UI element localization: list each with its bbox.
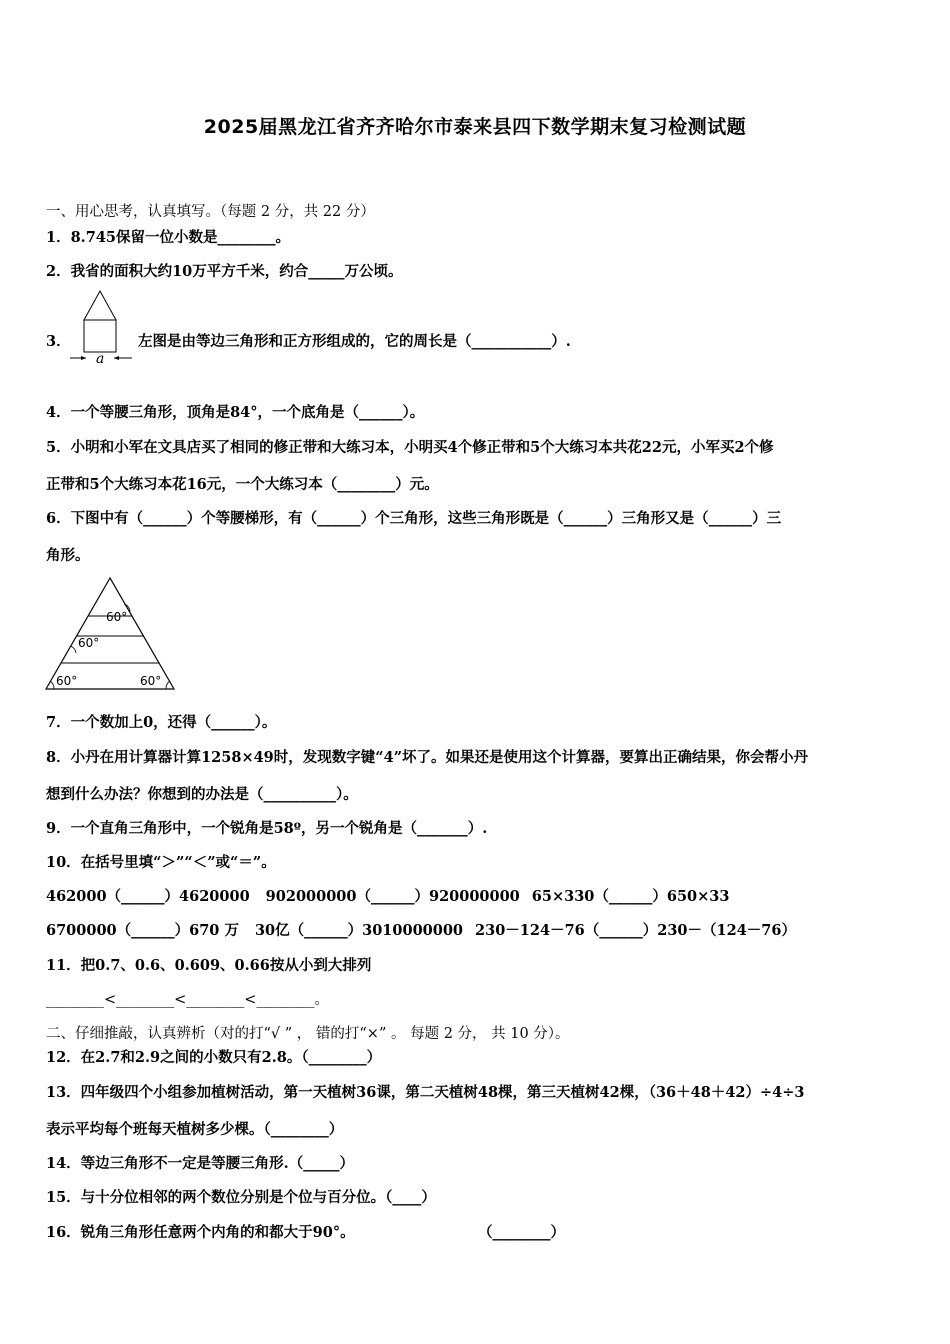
side-label-a: a xyxy=(96,351,105,367)
question-11: 11．把0.7、0.6、0.609、0.66按从小到大排列 xyxy=(46,957,372,974)
section-1-heading: 一、用心思考，认真填写。（每题 2 分，共 22 分） xyxy=(46,204,375,220)
triangle-square-figure xyxy=(66,288,138,368)
question-15: 15．与十分位相邻的两个数位分别是个位与百分位。（____） xyxy=(46,1189,436,1206)
question-12: 12．在2.7和2.9之间的小数只有2.8。（________） xyxy=(46,1049,382,1066)
angle-label: 60° xyxy=(78,636,100,650)
compare-item: 30亿（______）3010000000 xyxy=(254,922,464,939)
angle-label: 60° xyxy=(106,610,128,624)
question-3: 左图是由等边三角形和正方形组成的，它的周长是（___________）. xyxy=(138,333,571,350)
question-2: 2．我省的面积大约10万平方千米，约合_____万公顷。 xyxy=(46,263,403,280)
question-16: 16．锐角三角形任意两个内角的和都大于90°。 xyxy=(46,1224,355,1241)
compare-item: 65×330（______）650×33 xyxy=(531,888,730,905)
angle-label: 60° xyxy=(140,674,162,688)
page-title: 2025届黑龙江省齐齐哈尔市泰来县四下数学期末复习检测试题 xyxy=(203,116,747,138)
question-4: 4．一个等腰三角形，顶角是84°，一个底角是（______）。 xyxy=(46,404,425,421)
compare-item: 230－124－76（______）230－（124－76） xyxy=(475,922,796,939)
question-6-line-1: 6．下图中有（______）个等腰梯形，有（______）个三角形，这些三角形既是（______）三角形又是（______）三 xyxy=(46,510,782,527)
question-8-line-1: 8．小丹在用计算器计算1258×49时，发现数字键“4”坏了。如果还是使用这个计算器，要算出正确结果，你会帮小丹 xyxy=(46,749,809,766)
compare-item: 6700000（______）670 万 xyxy=(46,922,239,939)
question-7: 7．一个数加上0，还得（______）。 xyxy=(46,714,277,731)
compare-item: 902000000（______）920000000 xyxy=(265,888,520,905)
question-16-blank: （________） xyxy=(478,1224,565,1241)
angle-label: 60° xyxy=(56,674,78,688)
question-6-line-2: 角形。 xyxy=(46,547,90,564)
question-14: 14．等边三角形不一定是等腰三角形.（_____） xyxy=(46,1155,354,1172)
question-13-line-1: 13．四年级四个小组参加植树活动，第一天植树36课，第二天植树48棵，第三天植树42棵，（36＋48＋42）÷4÷3 xyxy=(46,1084,805,1101)
question-3-number: 3． xyxy=(46,333,71,350)
compare-item: 462000（______）4620000 xyxy=(46,888,250,905)
question-10: 10．在括号里填“＞”“＜”或“＝”。 xyxy=(46,854,276,871)
question-5-line-2: 正带和5个大练习本花16元，一个大练习本（________）元。 xyxy=(46,476,439,493)
question-10-row-2 xyxy=(46,921,796,941)
question-9: 9．一个直角三角形中，一个锐角是58º，另一个锐角是（_______）. xyxy=(46,820,488,837)
question-11-blanks: ________<________<________<________。 xyxy=(46,992,329,1008)
question-5-line-1: 5．小明和小军在文具店买了相同的修正带和大练习本，小明买4个修正带和5个大练习本共花22元，小军买2个修 xyxy=(46,439,774,456)
section-2-heading: 二、仔细推敲，认真辨析（对的打“√ ” ， 错的打“×” 。 每题 2 分， 共 10 分）。 xyxy=(46,1026,570,1042)
question-8-line-2: 想到什么办法？你想到的办法是（__________）。 xyxy=(46,786,358,803)
question-13-line-2: 表示平均每个班每天植树多少棵。（________） xyxy=(46,1121,344,1138)
question-10-row-1 xyxy=(46,887,729,907)
question-1: 1．8.745保留一位小数是________。 xyxy=(46,229,290,246)
layered-triangle-figure xyxy=(44,574,180,694)
